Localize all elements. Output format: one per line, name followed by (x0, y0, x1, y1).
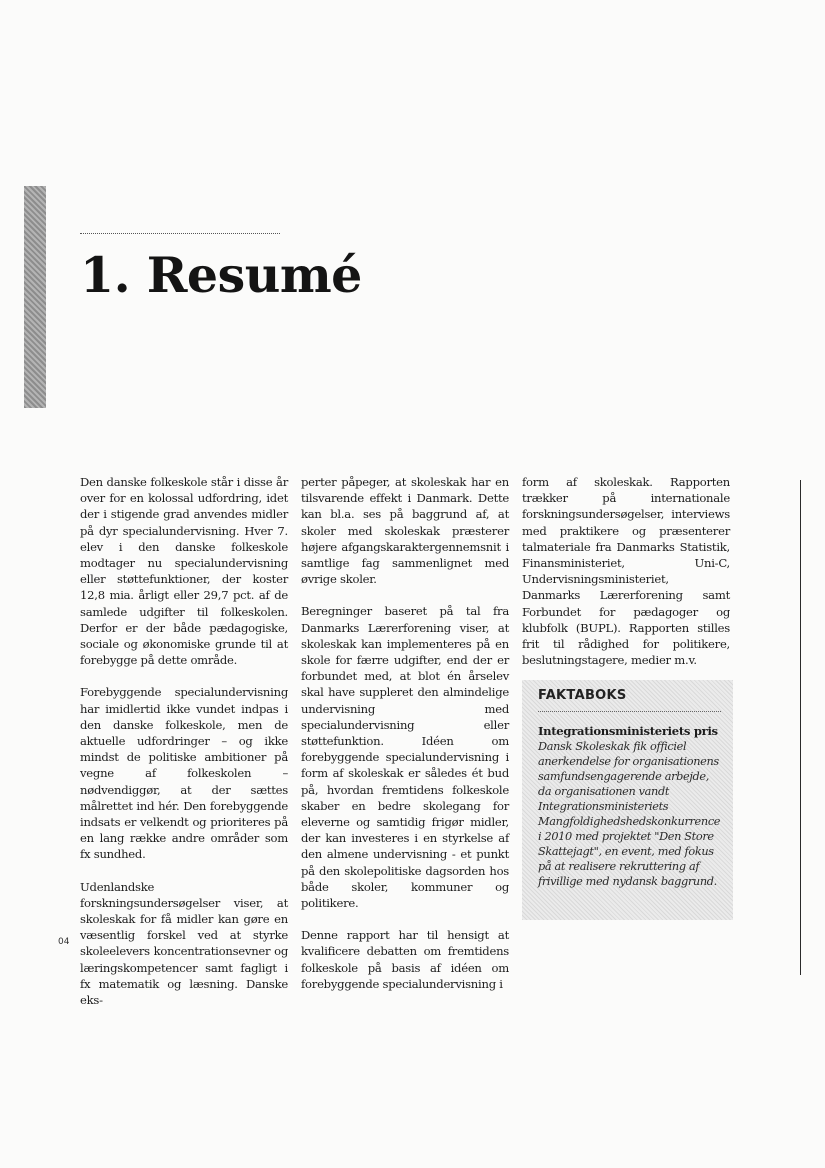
paragraph: Denne rapport har til hensigt at kvalificere debatten om fremtidens folkeskole på basis af idéen om forebyggende specialundervisning i (301, 928, 509, 991)
paragraph: Beregninger baseret på tal fra Danmarks Lærerforening viser, at skoleskak kan implementeres på en skole for færre udgifter, end der er forbundet med, at blot én årselev skal have suppleret den almindelige undervisning med specialundervisning eller støttefunktion. Idéen om forebyggende specialundervisning i form af skoleskak er således ét bud på, hvordan fremtidens folkeskole skaber en bedre skolegang for eleverne og samtidig frigør midler, der kan investeres i en styrkelse af den almene undervisning - et punkt på den skolepolitiske dagsorden hos både skoler, kommuner og politikere. (301, 604, 509, 911)
factbox-text: Dansk Skoleskak fik officiel anerkendelse for organisationens samfundsengagerende arbejde, da organisationen vandt Integrationsministeriets Mangfoldighedshedskonkurrence i 2010 med projektet "Den Store Skattejagt", en event, med fokus på at realisere rekruttering af frivillige med nydansk baggrund. (538, 740, 721, 888)
factbox-divider (538, 711, 721, 712)
margin-line (800, 480, 801, 975)
text-column-1 (80, 474, 288, 1024)
factbox (522, 680, 733, 920)
page-number: 04 (58, 937, 70, 947)
text-column-2 (301, 474, 509, 1008)
edge-tab-marker (24, 186, 46, 408)
text-column-3 (522, 474, 730, 684)
factbox-heading: FAKTABOKS (538, 688, 627, 703)
page-title: 1. Resumé (80, 246, 362, 304)
paragraph: Forebyggende specialundervisning har imidlertid ikke vundet indpas i den danske folkeskole, men de aktuelle udfordringer – og ikke mindst de politiske ambitioner på vegne af folkeskolen – nødvendiggør, at der sættes målrettet ind hér. Den forebyggende indsats er velkendt og prioriteres på en lang række andre områder som fx sundhed. (80, 685, 288, 862)
factbox-subheading: Integrationsministeriets pris (538, 724, 718, 738)
paragraph: form af skoleskak. Rapporten trækker på internationale forskningsundersøgelser, interviews med praktikere og præsenterer talmateriale fra Danmarks Statistik, Finansministeriet, Uni-C, Undervisningsministeriet, Danmarks Lærerforening samt Forbundet for pædagoger og klubfolk (BUPL). Rapporten stilles frit til rådighed for politikere, beslutningstagere, medier m.v. (522, 475, 730, 668)
paragraph: Udenlandske forskningsundersøgelser viser, at skoleskak for få midler kan gøre en væsentlig forskel ved at styrke skoleelevers koncentrationsevner og læringskompetencer samt fagligt i fx matematik og læsning. Danske eks- (80, 879, 288, 1008)
paragraph: perter påpeger, at skoleskak har en tilsvarende effekt i Danmark. Dette kan bl.a. ses på baggrund af, at skoler med skoleskak præsterer højere afgangskaraktergennemsnit i samtlige fag sammenlignet med øvrige skoler. (301, 475, 509, 587)
title-rule (80, 233, 280, 234)
paragraph: Den danske folkeskole står i disse år over for en kolossal udfordring, idet der i stigende grad anvendes midler på dyr specialundervisning. Hver 7. elev i den danske folkeskole modtager nu specialundervisning eller støttefunktioner, der koster 12,8 mia. årligt eller 29,7 pct. af de samlede udgifter til folkeskolen. Derfor er der både pædagogiske, sociale og økonomiske grunde til at forebygge på dette område. (80, 475, 288, 668)
